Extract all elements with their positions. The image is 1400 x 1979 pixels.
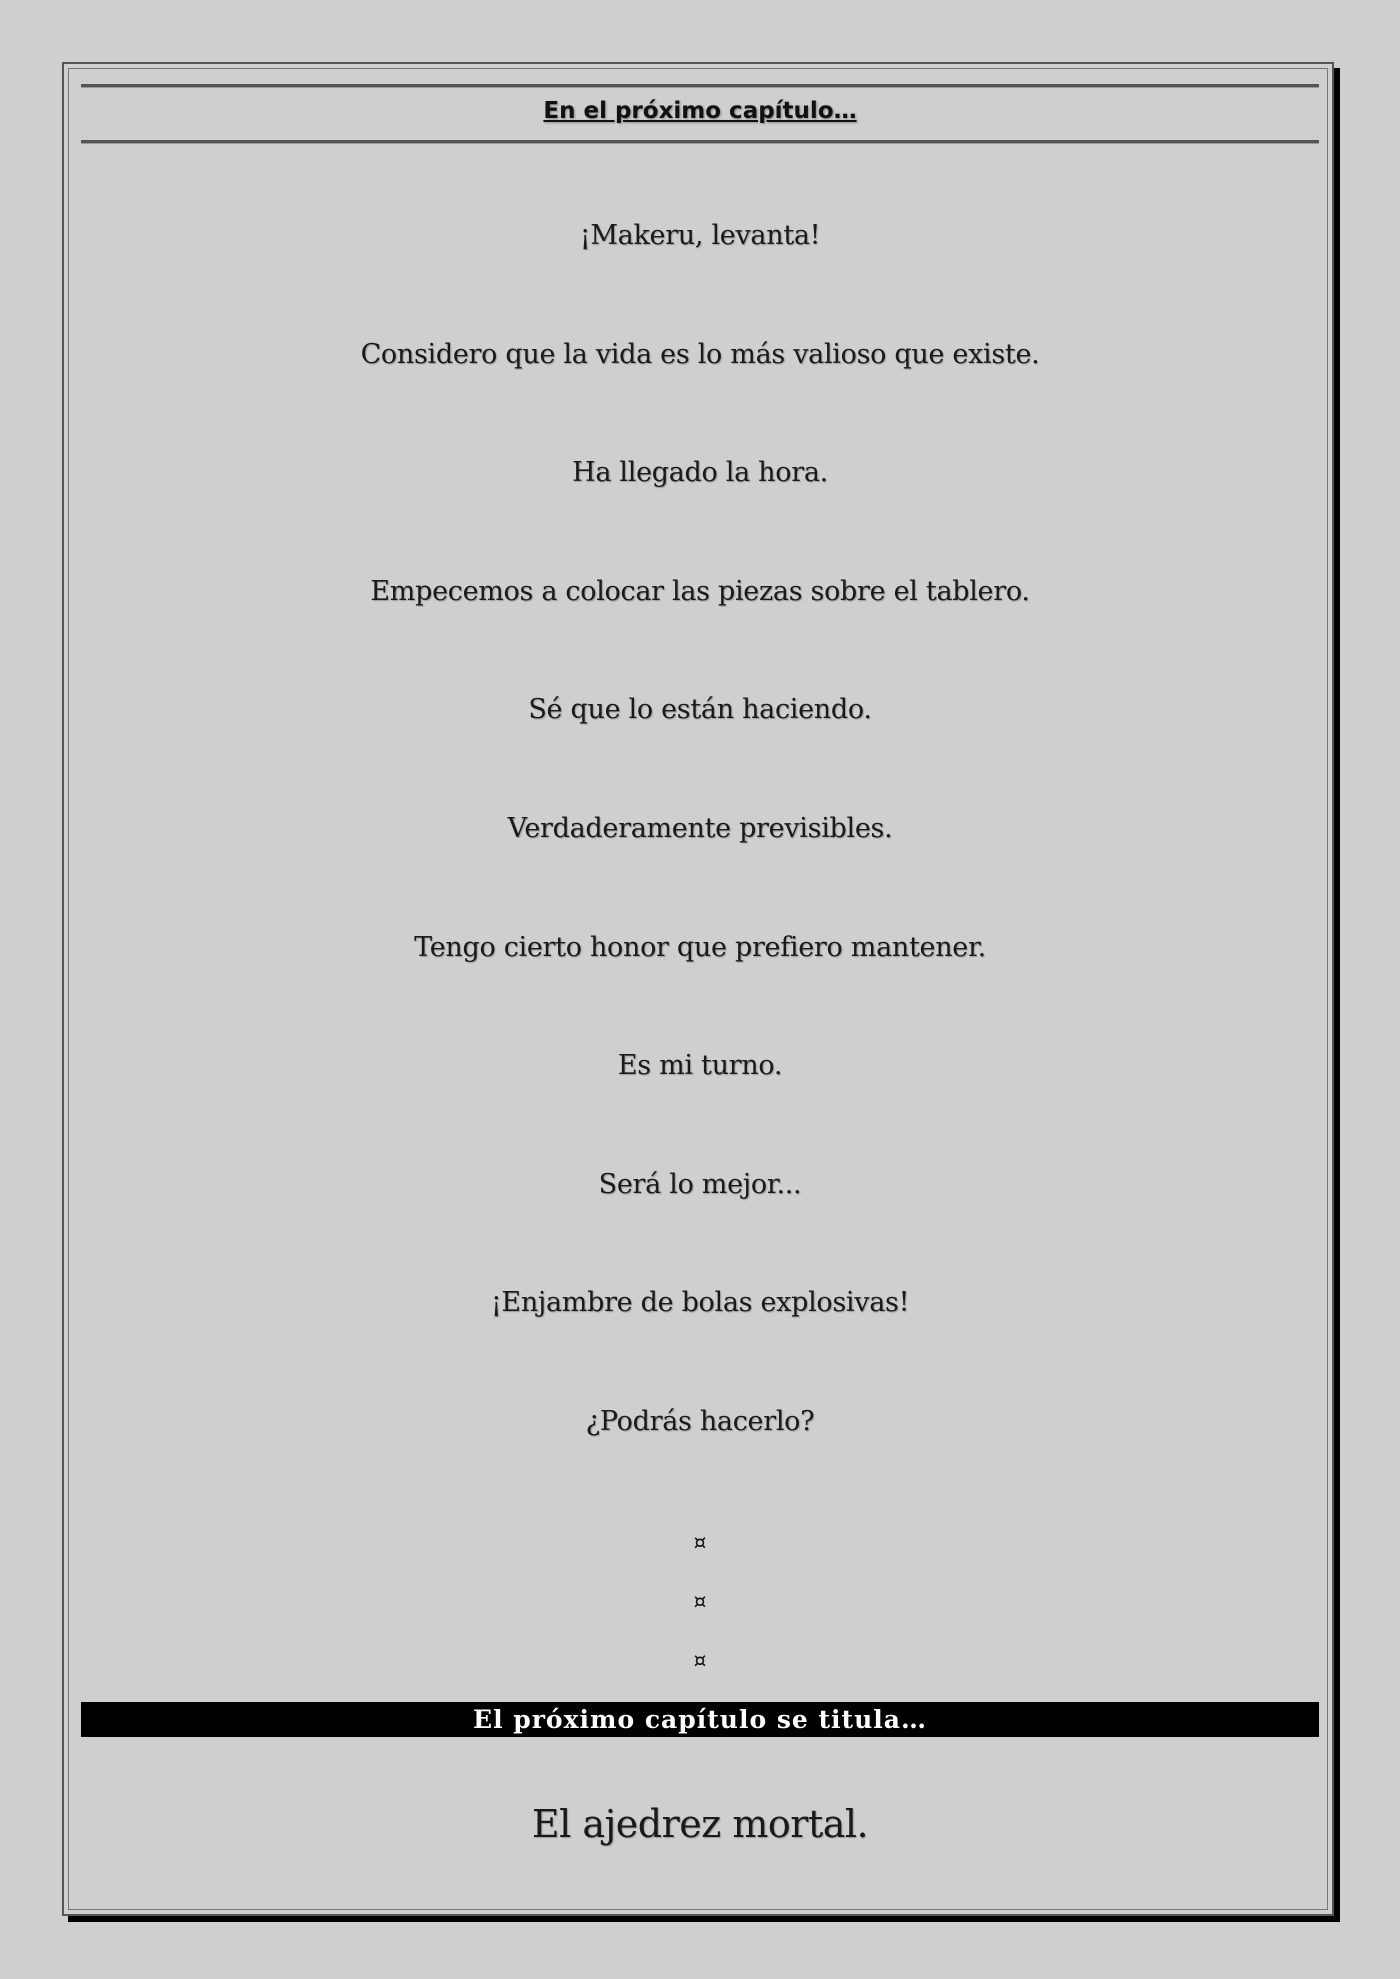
header-title: En el próximo capítulo… (543, 98, 857, 124)
preview-line: ¿Podrás hacerlo? (585, 1405, 815, 1437)
preview-line: ¡Makeru, levanta! (579, 220, 821, 251)
next-chapter-banner: El próximo capítulo se titula… (81, 1702, 1319, 1737)
separator-group (81, 1522, 1319, 1699)
preview-line: ¡Enjambre de bolas explosivas! (490, 1287, 910, 1319)
preview-line: Es mi turno. (617, 1050, 783, 1082)
preview-line: Será lo mejor... (598, 1168, 802, 1200)
currency-sign-icon: ¤ (693, 1589, 707, 1613)
currency-sign-icon: ¤ (693, 1648, 707, 1672)
header-rule-top (81, 84, 1319, 88)
currency-sign-icon: ¤ (693, 1530, 707, 1554)
next-chapter-title: El ajedrez mortal. (531, 1802, 869, 1846)
preview-line: Ha llegado la hora. (572, 457, 828, 489)
preview-line: Considero que la vida es lo más valioso que existe. (360, 338, 1040, 370)
preview-line: Verdaderamente previsibles. (507, 812, 893, 844)
header-band (81, 84, 1319, 148)
preview-line: Sé que lo están haciendo. (528, 694, 872, 726)
header-rule-bottom (81, 140, 1319, 144)
preview-line: Tengo cierto honor que prefiero mantener. (414, 931, 986, 963)
preview-line: Empecemos a colocar las piezas sobre el tablero. (370, 575, 1030, 607)
preview-lines (81, 212, 1319, 1517)
